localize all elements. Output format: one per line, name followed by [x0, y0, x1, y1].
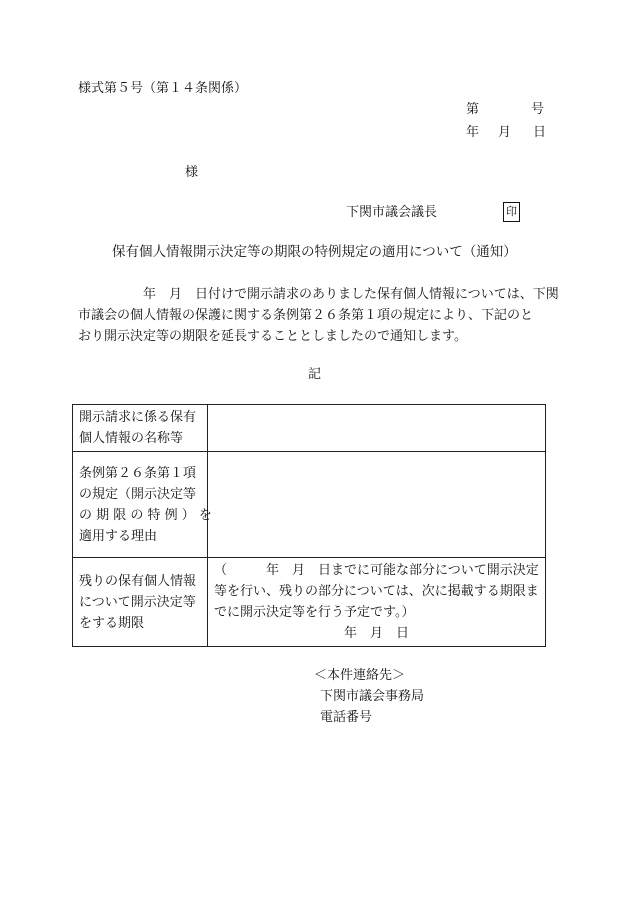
- row-label-item-name: [73, 405, 208, 452]
- label-line: 条例第２６条第１項: [79, 465, 197, 481]
- form-number: 様式第５号（第１４条関係）: [78, 81, 248, 96]
- sender-name: 下関市議会議長: [346, 205, 438, 220]
- seal-box: 印: [503, 202, 520, 222]
- body-line: 市議会の個人情報の保護に関する条例第２６条第１項の規定により、下記のと: [78, 308, 534, 323]
- table-row: [73, 452, 546, 558]
- body-line: おり開示決定等の期限を延長することとしましたので通知します。: [78, 329, 467, 344]
- contact-phone-label: 電話番号: [320, 710, 373, 725]
- row-label-reason: [73, 452, 212, 558]
- table-row: [73, 558, 546, 647]
- contact-office: 下関市議会事務局: [320, 689, 425, 704]
- table-row: [73, 405, 546, 452]
- label-line: 適用する理由: [79, 528, 158, 544]
- document-title: 保有個人情報開示決定等の期限の特例規定の適用について（通知）: [112, 244, 517, 260]
- document-number-label: 第: [466, 102, 480, 117]
- contact-block: [314, 665, 424, 728]
- label-line: について開示決定等: [79, 594, 196, 610]
- contact-heading: ＜本件連絡先＞: [314, 668, 406, 683]
- deadline-date-line: 年 月 日: [343, 626, 409, 641]
- content-line: でに開示決定等を行う予定です。）: [214, 605, 415, 620]
- date-day: 日: [533, 125, 547, 140]
- row-value-deadline: [208, 558, 546, 647]
- label-line: をする期限: [79, 615, 145, 631]
- row-value-item-name: [208, 405, 546, 452]
- body-paragraph: [78, 284, 559, 347]
- document-number-suffix: 号: [531, 102, 545, 117]
- label-line: の規定（開示決定等: [79, 486, 197, 502]
- date-year: 年: [466, 125, 480, 140]
- label-line: 開示請求に係る保有: [79, 410, 197, 425]
- ki-heading: 記: [308, 367, 322, 382]
- body-line: 年 月 日付けで開示請求のありました保有個人情報については、下関: [78, 287, 559, 302]
- date-month: 月: [498, 125, 512, 140]
- label-line: 個人情報の名称等: [79, 431, 184, 446]
- details-table: [72, 404, 546, 647]
- content-line: 等を行い、残りの部分については、次に掲載する期限ま: [214, 584, 539, 599]
- label-line: 残りの保有個人情報: [79, 573, 197, 589]
- content-line: （ 年 月 日までに可能な部分について開示決定: [214, 563, 539, 578]
- addressee-honorific: 様: [185, 165, 199, 180]
- row-value-reason: [208, 452, 546, 558]
- label-line: の 期 限 の 特 例 ） を: [79, 507, 212, 523]
- row-label-deadline: [73, 558, 208, 647]
